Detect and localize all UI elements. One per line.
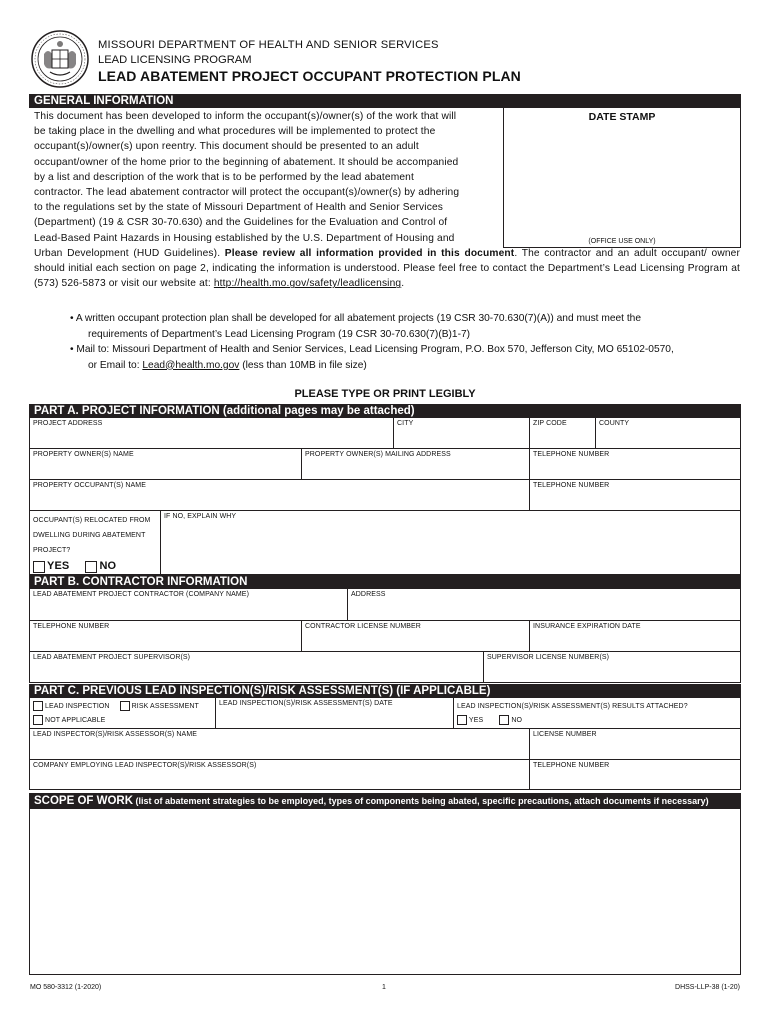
general-paragraph-continued [34,246,740,292]
not-applicable-label: NOT APPLICABLE [45,717,106,724]
relocated-label-2: DWELLING DURING ABATEMENT [33,532,146,539]
owner-name-label: PROPERTY OWNER(S) NAME [33,451,134,458]
general-line: by a list and description of the work that is to be performed by the lead abatement [34,171,414,183]
part-c-grid [29,698,741,790]
owner-mailing-label: PROPERTY OWNER(S) MAILING ADDRESS [305,451,451,458]
risk-assessment-label: RISK ASSESSMENT [131,703,199,710]
instruction-item-plan [70,311,740,342]
results-attached-question [454,697,741,728]
inspector-company-field[interactable] [30,759,530,790]
scope-title: SCOPE OF WORK [34,795,134,807]
zip-code-field[interactable] [530,417,596,448]
program-name: LEAD LICENSING PROGRAM [98,54,252,66]
relocated-no-checkbox[interactable] [85,561,97,573]
results-no-label: NO [511,717,523,724]
scope-of-work-field[interactable] [29,809,741,975]
missouri-seal-icon [30,28,90,90]
relocated-no-label: NO [99,560,117,572]
results-no-checkbox[interactable] [499,715,509,725]
lead-inspection-checkbox[interactable] [33,701,43,711]
relocated-question [30,510,161,575]
owner-name-field[interactable] [30,448,302,479]
owner-telephone-label: TELEPHONE NUMBER [533,451,610,458]
general-line: (Department) (19 & CSR 30-70.630) and the Guidelines for the Evaluation and Control of [34,217,448,229]
inspection-date-field[interactable] [216,697,454,728]
contractor-license-field[interactable] [302,620,530,651]
instruction-mail-post: (less than 10MB in file size) [239,359,367,371]
general-line: to the regulations set by the state of Missouri Department of Health and Senior Services [34,202,444,214]
page-number: 1 [382,984,386,991]
relocated-yes-checkbox[interactable] [33,561,45,573]
instruction-plan-a: • A written occupant protection plan shall be developed for all abatement projects (19 CSR 30-70.630(7)(A)) and must meet the [70,313,641,324]
website-link[interactable]: http://health.mo.gov/safety/leadlicensing [213,278,402,290]
project-address-label: PROJECT ADDRESS [33,420,103,427]
inspector-telephone-label: TELEPHONE NUMBER [533,762,610,769]
explain-why-field[interactable] [161,510,741,575]
occupant-telephone-field[interactable] [530,479,741,510]
instruction-mail-a: • Mail to: Missouri Department of Health and Senior Services, Lead Licensing Program, P.O. Box 570, Jefferson City, MO 65102-0570, [70,344,674,355]
inspection-date-label: LEAD INSPECTION(S)/RISK ASSESSMENT(S) DATE [219,700,393,707]
contractor-company-field[interactable] [30,588,348,620]
general-line: Lead-Based Paint Hazards in Housing established by the U.S. Department of Housing and [34,232,455,244]
owner-mailing-field[interactable] [302,448,530,479]
general-cont-end: . [401,278,405,290]
owner-telephone-field[interactable] [530,448,741,479]
general-cont-a: Urban Development (HUD Guidelines). [34,248,225,259]
department-name: MISSOURI DEPARTMENT OF HEALTH AND SENIOR SERVICES [98,39,439,51]
inspector-telephone-field[interactable] [530,759,741,790]
part-b-grid [29,589,741,683]
general-cont-b: . The contractor and an adult occupant/ owner should initial each section on page 2, indicating the information is understood. Please feel free to contact the Department’s Lead Licensing Program at (573) 526-5873 or visit our website at: [34,248,741,290]
results-attached-label: LEAD INSPECTION(S)/RISK ASSESSMENT(S) RESULTS ATTACHED? [457,703,688,710]
lead-inspection-label: LEAD INSPECTION [45,703,110,710]
inspection-type-options [30,697,216,728]
supervisor-license-label: SUPERVISOR LICENSE NUMBER(S) [487,654,610,661]
contractor-telephone-label: TELEPHONE NUMBER [33,623,110,630]
scope-subtitle: (list of abatement strategies to be employed, types of components being abated, specific precautions, attach documents if necessary) [133,796,709,806]
email-link[interactable]: Lead@health.mo.gov [142,359,240,371]
inspector-company-label: COMPANY EMPLOYING LEAD INSPECTOR(S)/RISK ASSESSOR(S) [33,762,257,769]
office-use-label: (OFFICE USE ONLY) [588,238,656,245]
contractor-address-field[interactable] [348,588,741,620]
review-notice: Please review all information provided in this document [224,248,515,259]
general-line: contractor. The lead abatement contractor will protect the occupant(s)/owner(s) by adhering [34,187,460,199]
instructions-list [70,311,740,373]
supervisor-field[interactable] [30,651,484,683]
project-address-field[interactable] [30,417,394,448]
inspector-name-field[interactable] [30,728,530,759]
instruction-mail-pre: or Email to: [88,359,143,371]
instruction-plan-b: requirements of Department’s Lead Licensing Program (19 CSR 30-70.630(7)(B)1-7) [88,328,471,340]
insurance-expiration-field[interactable] [530,620,741,651]
explain-why-label: IF NO, EXPLAIN WHY [164,513,237,520]
part-b-heading: PART B. CONTRACTOR INFORMATION [29,575,741,589]
inspector-license-field[interactable] [530,728,741,759]
contractor-telephone-field[interactable] [30,620,302,651]
general-line: occupant/owner of the home prior to the beginning of abatement. It should be accompanied [34,156,459,168]
county-label: COUNTY [599,420,630,427]
zip-code-label: ZIP CODE [533,420,567,427]
relocated-label-1: OCCUPANT(S) RELOCATED FROM [33,517,151,524]
form-number-left: MO 580-3312 (1-2020) [30,984,102,991]
general-line: be taking place in the dwelling and what procedures will be implemented to protect the [34,126,436,138]
relocated-yes-label: YES [47,560,70,572]
risk-assessment-checkbox[interactable] [120,701,130,711]
results-yes-label: YES [468,717,484,724]
form-title: LEAD ABATEMENT PROJECT OCCUPANT PROTECTION PLAN [98,68,521,84]
contractor-company-label: LEAD ABATEMENT PROJECT CONTRACTOR (COMPANY NAME) [33,591,249,598]
part-a-heading: PART A. PROJECT INFORMATION (additional pages may be attached) [29,404,741,418]
not-applicable-checkbox[interactable] [33,715,43,725]
county-field[interactable] [596,417,741,448]
city-label: CITY [397,420,414,427]
inspector-name-label: LEAD INSPECTOR(S)/RISK ASSESSOR(S) NAME [33,731,198,738]
date-stamp-box [503,107,741,248]
instruction-item-mail [70,342,740,373]
part-a-grid [29,418,741,575]
city-field[interactable] [394,417,530,448]
type-or-print-notice: PLEASE TYPE OR PRINT LEGIBLY [294,388,476,400]
relocated-label-3: PROJECT? [33,547,71,554]
supervisor-label: LEAD ABATEMENT PROJECT SUPERVISOR(S) [33,654,191,661]
inspector-license-label: LICENSE NUMBER [533,731,597,738]
occupant-telephone-label: TELEPHONE NUMBER [533,482,610,489]
supervisor-license-field[interactable] [484,651,741,683]
general-information-heading: GENERAL INFORMATION [29,94,741,108]
form-number-right: DHSS-LLP-38 (1-20) [675,984,740,991]
general-line: This document has been developed to inform the occupant(s)/owner(s) of the work that will [34,111,457,122]
occupant-name-label: PROPERTY OCCUPANT(S) NAME [33,482,146,489]
part-c-heading: PART C. PREVIOUS LEAD INSPECTION(S)/RISK ASSESSMENT(S) (IF APPLICABLE) [29,684,741,698]
occupant-name-field[interactable] [30,479,530,510]
insurance-expiration-label: INSURANCE EXPIRATION DATE [533,623,641,630]
results-yes-checkbox[interactable] [457,715,467,725]
scope-of-work-heading [29,793,741,809]
general-paragraph [34,109,494,246]
contractor-address-label: ADDRESS [351,591,386,598]
general-line: occupant(s)/owner(s) upon reentry. This document should be presented to an adult [34,141,419,153]
contractor-license-label: CONTRACTOR LICENSE NUMBER [305,623,421,630]
date-stamp-label: DATE STAMP [588,111,656,123]
